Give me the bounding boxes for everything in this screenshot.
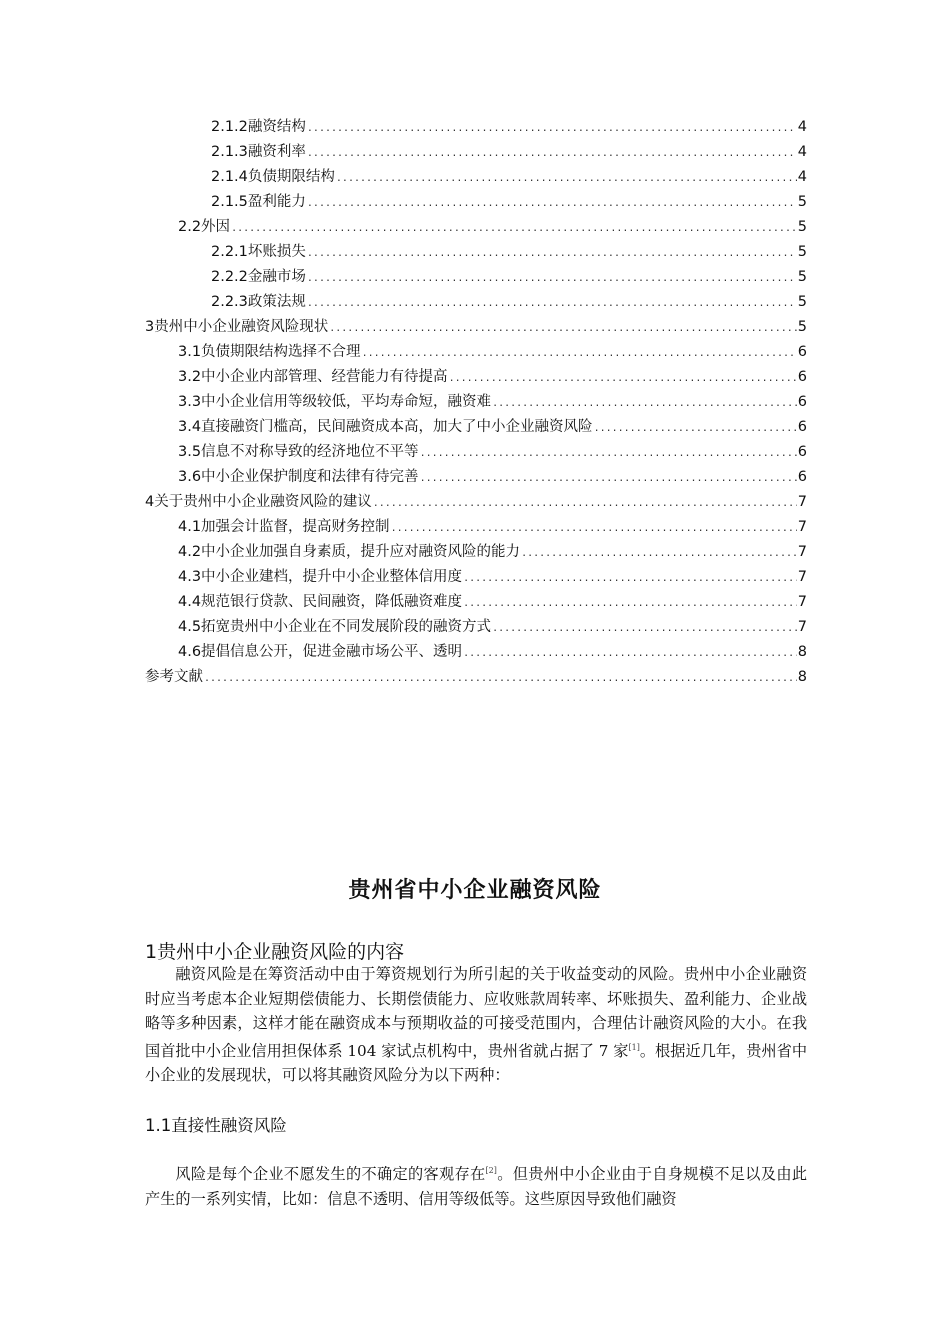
toc-entry[interactable]: [178, 617, 807, 639]
toc-leader-dots: [492, 619, 797, 639]
toc-entry[interactable]: [178, 517, 807, 539]
toc-leader-dots: [329, 319, 797, 339]
toc-leader-dots: [307, 144, 797, 164]
section-heading: 1贵州中小企业融资风险的内容: [145, 941, 405, 963]
toc-entry-page: 7: [797, 544, 807, 560]
paragraph-text: 风险是每个企业不愿发生的不确定的客观存在: [175, 1165, 486, 1184]
paragraph-text: 融资风险是在筹资活动中由于筹资规划行为所引起的关于收益变动的风险。贵州中小企业融资时应当考虑本企业短期偿债能力、长期偿债能力、应收账款周转率、坏账损失、盈利能力、企业战略等多种因素，这样才能在融资成本与预期收益的可接受范围内，合理估计融资风险的大小。在我国首批中小企业信用担保体系 104 家试点机构中，贵州省就占据了 7 家: [145, 965, 807, 1060]
toc-entry-label: 2.1.4负债期限结构: [211, 169, 335, 185]
toc-leader-dots: [362, 344, 797, 364]
toc-entry-page: 6: [797, 444, 807, 460]
paragraph-text: 。但贵州中小企业由于自身规模不足以及由此产生的一系列实情，比如：信息不透明、信用等级低等。这些原因导致他们融资: [145, 1165, 808, 1208]
toc-leader-dots: [420, 469, 797, 489]
toc-entry[interactable]: [211, 292, 807, 314]
toc-entry[interactable]: [211, 142, 807, 164]
toc-entry-page: 6: [797, 469, 807, 485]
toc-entry-page: 7: [797, 494, 807, 510]
toc-entry[interactable]: [178, 392, 807, 414]
toc-entry[interactable]: [211, 242, 807, 264]
toc-entry-label: 4.3中小企业建档，提升中小企业整体信用度: [178, 569, 463, 585]
toc-leader-dots: [307, 119, 797, 139]
body-paragraph: [145, 1159, 807, 1211]
toc-leader-dots: [231, 219, 797, 239]
toc-entry[interactable]: [178, 642, 807, 664]
toc-leader-dots: [463, 644, 797, 664]
toc-leader-dots: [336, 169, 797, 189]
toc-entry-label: 4.6提倡信息公开，促进金融市场公平、透明: [178, 644, 463, 660]
toc-entry-label: 4.2中小企业加强自身素质，提升应对融资风险的能力: [178, 544, 521, 560]
toc-entry-page: 7: [797, 569, 807, 585]
toc-entry-label: 3.2中小企业内部管理、经营能力有待提高: [178, 369, 448, 385]
toc-entry-label: 2.2.2金融市场: [211, 269, 306, 285]
toc-entry-label: 3.5信息不对称导致的经济地位不平等: [178, 444, 419, 460]
toc-entry[interactable]: [178, 417, 807, 439]
toc-entry[interactable]: [178, 592, 807, 614]
toc-leader-dots: [307, 244, 797, 264]
toc-entry-page: 7: [797, 619, 807, 635]
toc-entry-page: 5: [797, 269, 807, 285]
toc-entry[interactable]: [178, 567, 807, 589]
toc-leader-dots: [420, 444, 797, 464]
toc-leader-dots: [307, 194, 797, 214]
toc-entry-page: 5: [797, 294, 807, 310]
citation-ref[interactable]: [2]: [485, 1166, 497, 1175]
toc-entry-label: 4.4规范银行贷款、民间融资，降低融资难度: [178, 594, 463, 610]
subsection-heading: 1.1直接性融资风险: [145, 1116, 287, 1135]
toc-entry-label: 3.6中小企业保护制度和法律有待完善: [178, 469, 419, 485]
toc-entry-label: 3贵州中小企业融资风险现状: [145, 319, 329, 335]
toc-entry-label: 3.4直接融资门槛高，民间融资成本高，加大了中小企业融资风险: [178, 419, 593, 435]
toc-entry[interactable]: [178, 217, 807, 239]
toc-entry-label: 4.5拓宽贵州中小企业在不同发展阶段的融资方式: [178, 619, 492, 635]
toc-leader-dots: [521, 544, 797, 564]
body-paragraph: [145, 962, 807, 1088]
toc-leader-dots: [307, 269, 797, 289]
toc-entry-page: 4: [797, 169, 807, 185]
toc-leader-dots: [307, 294, 797, 314]
toc-entry-label: 2.1.3融资利率: [211, 144, 306, 160]
toc-leader-dots: [373, 494, 797, 514]
toc-entry-label: 4.1加强会计监督，提高财务控制: [178, 519, 390, 535]
toc-entry-label: 2.2.3政策法规: [211, 294, 306, 310]
toc-entry-page: 6: [797, 394, 807, 410]
toc-entry-page: 5: [797, 244, 807, 260]
toc-leader-dots: [449, 369, 797, 389]
toc-entry-label: 3.1负债期限结构选择不合理: [178, 344, 361, 360]
toc-leader-dots: [391, 519, 797, 539]
toc-entry[interactable]: [178, 367, 807, 389]
toc-entry-page: 6: [797, 419, 807, 435]
toc-entry-page: 7: [797, 519, 807, 535]
toc-entry[interactable]: [178, 467, 807, 489]
toc-leader-dots: [492, 394, 797, 414]
toc-entry-page: 5: [797, 219, 807, 235]
toc-entry[interactable]: [211, 267, 807, 289]
toc-entry[interactable]: [211, 117, 807, 139]
toc-entry-label: 2.2.1坏账损失: [211, 244, 306, 260]
toc-leader-dots: [594, 419, 797, 439]
toc-entry-page: 7: [797, 594, 807, 610]
toc-entry-label: 2.1.5盈利能力: [211, 194, 306, 210]
toc-entry-page: 5: [797, 194, 807, 210]
toc-entry-label: 2.1.2融资结构: [211, 119, 306, 135]
toc-entry-page: 5: [797, 319, 807, 335]
toc-entry-label: 3.3中小企业信用等级较低，平均寿命短，融资难: [178, 394, 492, 410]
toc-entry[interactable]: [211, 167, 807, 189]
paragraph-text: 。根据近几年，贵州省中小企业的发展现状，可以将其融资风险分为以下两种：: [145, 1041, 808, 1085]
toc-entry-label: 参考文献: [145, 669, 203, 685]
toc-leader-dots: [204, 669, 797, 689]
toc-entry[interactable]: [211, 192, 807, 214]
toc-entry[interactable]: [145, 667, 807, 689]
toc-entry-page: 8: [797, 669, 807, 685]
toc-entry-page: 4: [797, 119, 807, 135]
toc-entry[interactable]: [145, 492, 807, 514]
citation-ref[interactable]: [1]: [628, 1042, 640, 1052]
toc-entry-label: 4关于贵州中小企业融资风险的建议: [145, 494, 372, 510]
toc-entry-page: 6: [797, 344, 807, 360]
toc-entry[interactable]: [178, 342, 807, 364]
toc-entry-page: 8: [797, 644, 807, 660]
toc-leader-dots: [463, 594, 797, 614]
toc-entry-label: 2.2外因: [178, 219, 231, 235]
toc-entry-page: 4: [797, 144, 807, 160]
toc-entry-page: 6: [797, 369, 807, 385]
document-title: 贵州省中小企业融资风险: [348, 878, 602, 903]
toc-entry[interactable]: [178, 542, 807, 564]
toc-entry[interactable]: [145, 317, 807, 339]
toc-leader-dots: [463, 569, 797, 589]
toc-entry[interactable]: [178, 442, 807, 464]
